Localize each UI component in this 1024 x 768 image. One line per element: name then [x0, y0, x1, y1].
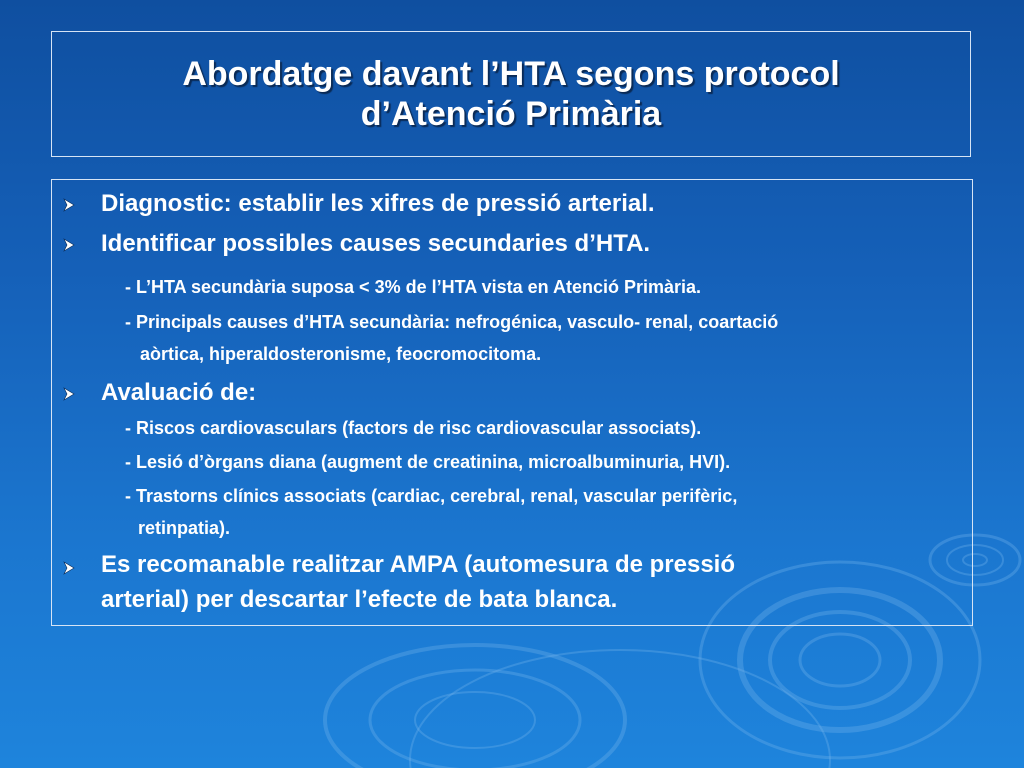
bullet-ampa-continued: arterial) per descartar l’efecte de bata blanca.	[101, 586, 618, 613]
sub-item-clinical-disorders: - Trastorns clínics associats (cardiac, cerebral, renal, vascular perifèric,	[125, 486, 738, 506]
arrowhead-bullet-icon	[62, 387, 76, 401]
bullet-ampa: Es recomanable realitzar AMPA (automesura de pressió	[101, 551, 735, 578]
sub-item-cardiovascular-risks: - Riscos cardiovasculars (factors de risc cardiovascular associats).	[125, 418, 702, 438]
arrowhead-bullet-icon	[62, 238, 76, 252]
arrowhead-bullet-icon	[62, 561, 76, 575]
slide-title	[182, 54, 839, 134]
bullet-causes: Identificar possibles causes secundaries d’HTA.	[101, 230, 651, 257]
sub-item-clinical-disorders-continued: retinpatia).	[138, 518, 231, 538]
sub-item-organ-damage: - Lesió d’òrgans diana (augment de creatinina, microalbuminuria, HVI).	[125, 452, 731, 472]
arrowhead-bullet-icon	[62, 198, 76, 212]
title-box	[51, 31, 971, 157]
slide-title-line-1: Abordatge davant l’HTA segons protocol	[182, 55, 840, 93]
content-box	[51, 179, 973, 626]
sub-item-principal-causes: - Principals causes d’HTA secundària: nefrogénica, vasculo- renal, coartació	[125, 312, 779, 332]
sub-item-principal-causes-continued: aòrtica, hiperaldosteronisme, feocromocitoma.	[140, 344, 542, 364]
slide-title-line-2: d’Atenció Primària	[360, 95, 662, 133]
bullet-diagnostic: Diagnostic: establir les xifres de pressió arterial.	[101, 190, 655, 217]
sub-item-secondary-percent: - L’HTA secundària suposa < 3% de l’HTA vista en Atenció Primària.	[125, 277, 701, 297]
bullet-evaluation: Avaluació de:	[101, 379, 257, 406]
